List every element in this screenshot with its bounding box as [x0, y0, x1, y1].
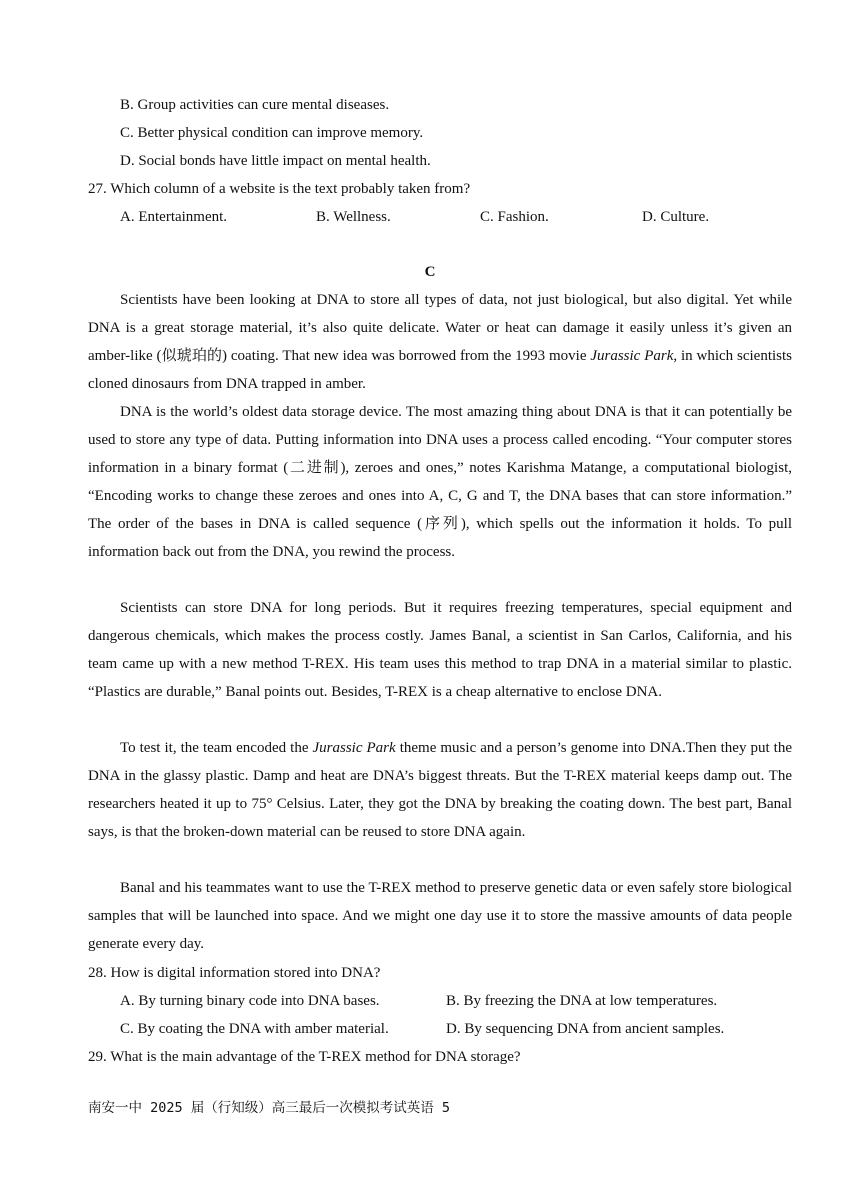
q28-option-d: D. By sequencing DNA from ancient samples.: [446, 1021, 725, 1037]
p4-text-start: To test it, the team encoded the: [120, 740, 313, 756]
passage-paragraph-5: Banal and his teammates want to use the T-REX method to preserve genetic data or even safely store biological samples that will be launched into space. And we might one day use it to store the massive amounts of data people generate every day.: [88, 880, 792, 952]
q28-stem: 28. How is digital information stored into DNA?: [88, 965, 381, 981]
p1-text-start: Scientists have been looking at DNA to store all types of data, not just biological, but also digital. Yet while DNA is a great storage material, it’s also quite delicate. Water or heat can damage it easily unless it’s given an amber-like (似琥珀的) coating. That new idea was borrowed from the 1993 movie: [88, 292, 792, 364]
q26-option-c: C. Better physical condition can improve memory.: [120, 125, 424, 141]
p1-movie-title: Jurassic Park: [590, 348, 674, 364]
q27-stem: 27. Which column of a website is the text probably taken from?: [88, 181, 471, 197]
q29-stem: 29. What is the main advantage of the T-REX method for DNA storage?: [88, 1049, 521, 1065]
q26-option-b: B. Group activities can cure mental diseases.: [120, 97, 390, 113]
p4-movie-title: Jurassic Park: [312, 740, 396, 756]
p4-text-end: theme music and a person’s genome into DNA.Then they put the DNA in the glassy plastic. Damp and heat are DNA’s biggest threats. But the T-REX material keeps damp out. The researchers heated it up to 75° Celsius. Later, they got the DNA by breaking the coating down. The best part, Banal says, is that the broken-down material can be reused to store DNA again.: [88, 740, 792, 840]
q28-option-c: C. By coating the DNA with amber material.: [120, 1021, 389, 1037]
q28-option-b: B. By freezing the DNA at low temperatures.: [446, 993, 718, 1009]
passage-paragraph-2: DNA is the world’s oldest data storage device. The most amazing thing about DNA is that it can potentially be used to store any type of data. Putting information into DNA uses a process called encoding. “Your computer stores information in a binary format (二进制), zeroes and ones,” notes Karishma Matange, a computational biologist, “Encoding works to change these zeroes and ones into A, C, G and T, the DNA bases that can store information.” The order of the bases in DNA is called sequence (序列), which spells out the information it holds. To pull information back out from the DNA, you rewind the process.: [88, 404, 792, 560]
page-footer: 南安一中 2025 届（行知级）高三最后一次模拟考试英语 5: [88, 1100, 451, 1116]
q28-option-a: A. By turning binary code into DNA bases.: [120, 993, 380, 1009]
passage-paragraph-1: [88, 286, 792, 398]
q27-option-a: A. Entertainment.: [120, 209, 228, 225]
q27-option-c: C. Fashion.: [480, 209, 549, 225]
q27-option-d: D. Culture.: [642, 209, 710, 225]
p1-text-end: , in which scientists cloned dinosaurs from DNA trapped in amber.: [88, 348, 793, 392]
passage-paragraph-3: Scientists can store DNA for long periods. But it requires freezing temperatures, special equipment and dangerous chemicals, which makes the process costly. James Banal, a scientist in San Carlos, California, and his team came up with a new method T-REX. His team uses this method to trap DNA in a material similar to plastic. “Plastics are durable,” Banal points out. Besides, T-REX is a cheap alternative to enclose DNA.: [88, 600, 792, 700]
q27-option-b: B. Wellness.: [316, 209, 391, 225]
passage-paragraph-4: [88, 734, 792, 846]
q26-option-d: D. Social bonds have little impact on mental health.: [120, 153, 431, 169]
section-heading: C: [424, 264, 436, 280]
